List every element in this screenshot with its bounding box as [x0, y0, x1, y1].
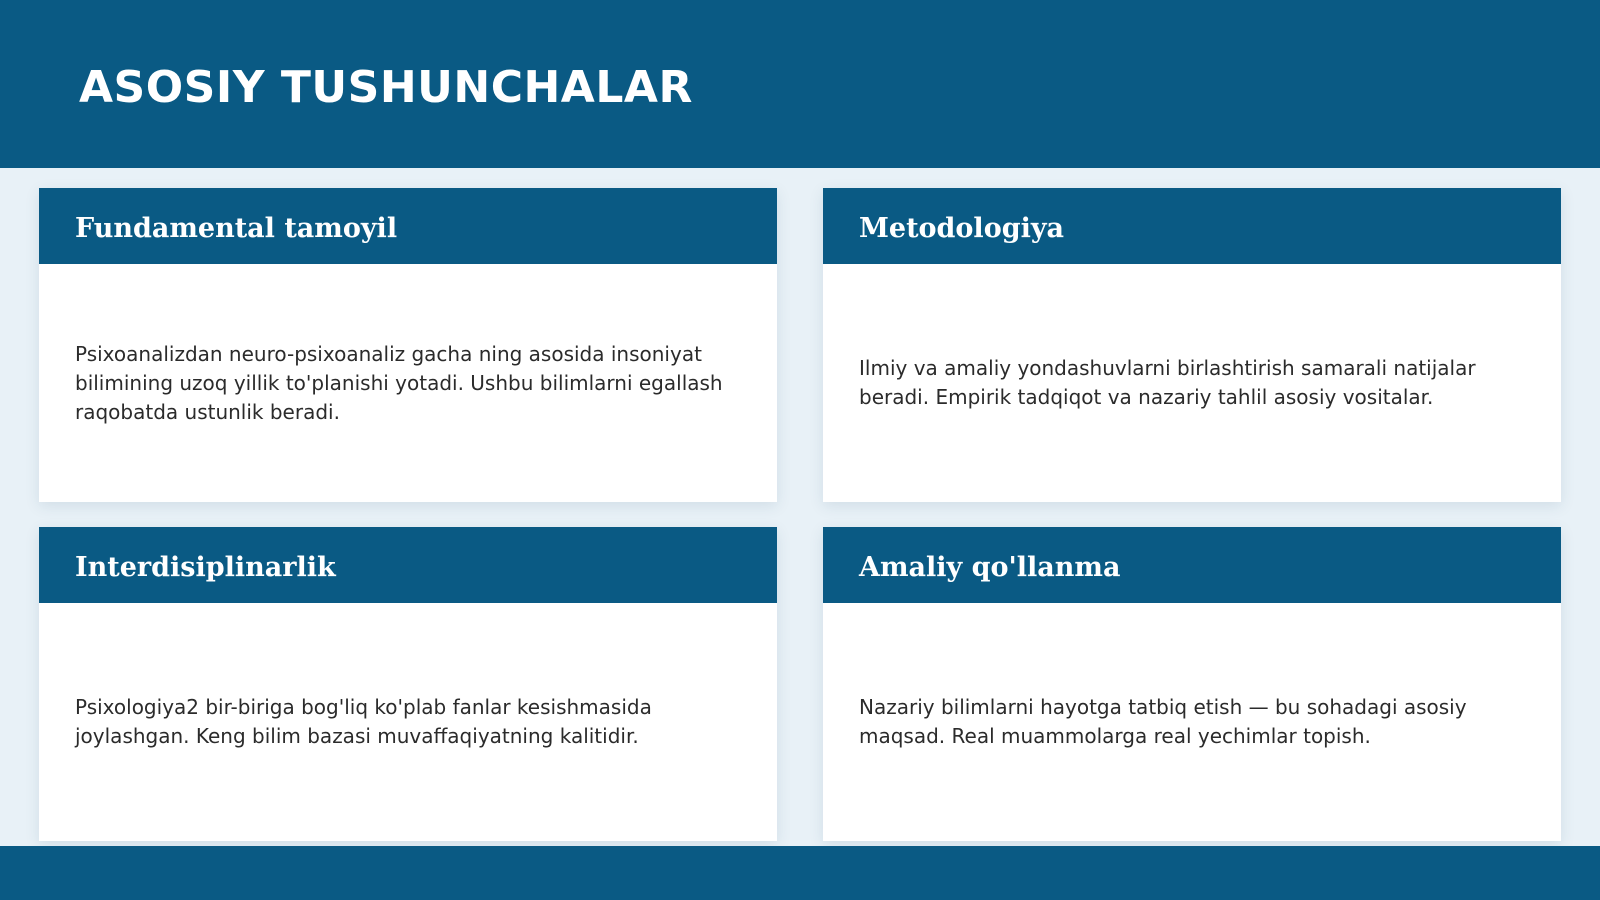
- card-title: Interdisiplinarlik: [75, 552, 336, 583]
- card-header: [823, 527, 1561, 603]
- card-text: Psixologiya2 bir-biriga bog'liq ko'plab fanlar kesishmasida joylashgan. Keng bilim bazasi muvaffaqiyatning kalitidir.: [75, 695, 652, 748]
- slide-footer: [0, 846, 1600, 900]
- card-text: Ilmiy va amaliy yondashuvlarni birlashtirish samarali natijalar beradi. Empirik tadqiqot va nazariy tahlil asosiy vositalar.: [859, 356, 1476, 409]
- card-text: Nazariy bilimlarni hayotga tatbiq etish — bu sohadagi asosiy maqsad. Real muammolarga real yechimlar topish.: [859, 695, 1467, 748]
- card-header: [823, 188, 1561, 264]
- card-text: Psixoanalizdan neuro-psixoanaliz gacha ning asosida insoniyat bilimining uzoq yillik to'planishi yotadi. Ushbu bilimlarni egallash raqobatda ustunlik beradi.: [75, 341, 723, 424]
- concept-card-methodology: [823, 188, 1561, 502]
- slide-title: ASOSIY TUSHUNCHALAR: [79, 62, 693, 113]
- card-body: [859, 264, 1511, 502]
- card-body: [859, 603, 1511, 841]
- concept-card-fundamental: [39, 188, 777, 502]
- card-header: [39, 527, 777, 603]
- card-title: Amaliy qo'llanma: [859, 552, 1121, 583]
- slide-header: [0, 0, 1600, 168]
- card-title: Fundamental tamoyil: [75, 213, 398, 244]
- card-body: [75, 603, 727, 841]
- concept-card-practical: [823, 527, 1561, 841]
- concept-card-interdisciplinary: [39, 527, 777, 841]
- card-header: [39, 188, 777, 264]
- card-title: Metodologiya: [859, 213, 1065, 244]
- card-body: [75, 264, 727, 502]
